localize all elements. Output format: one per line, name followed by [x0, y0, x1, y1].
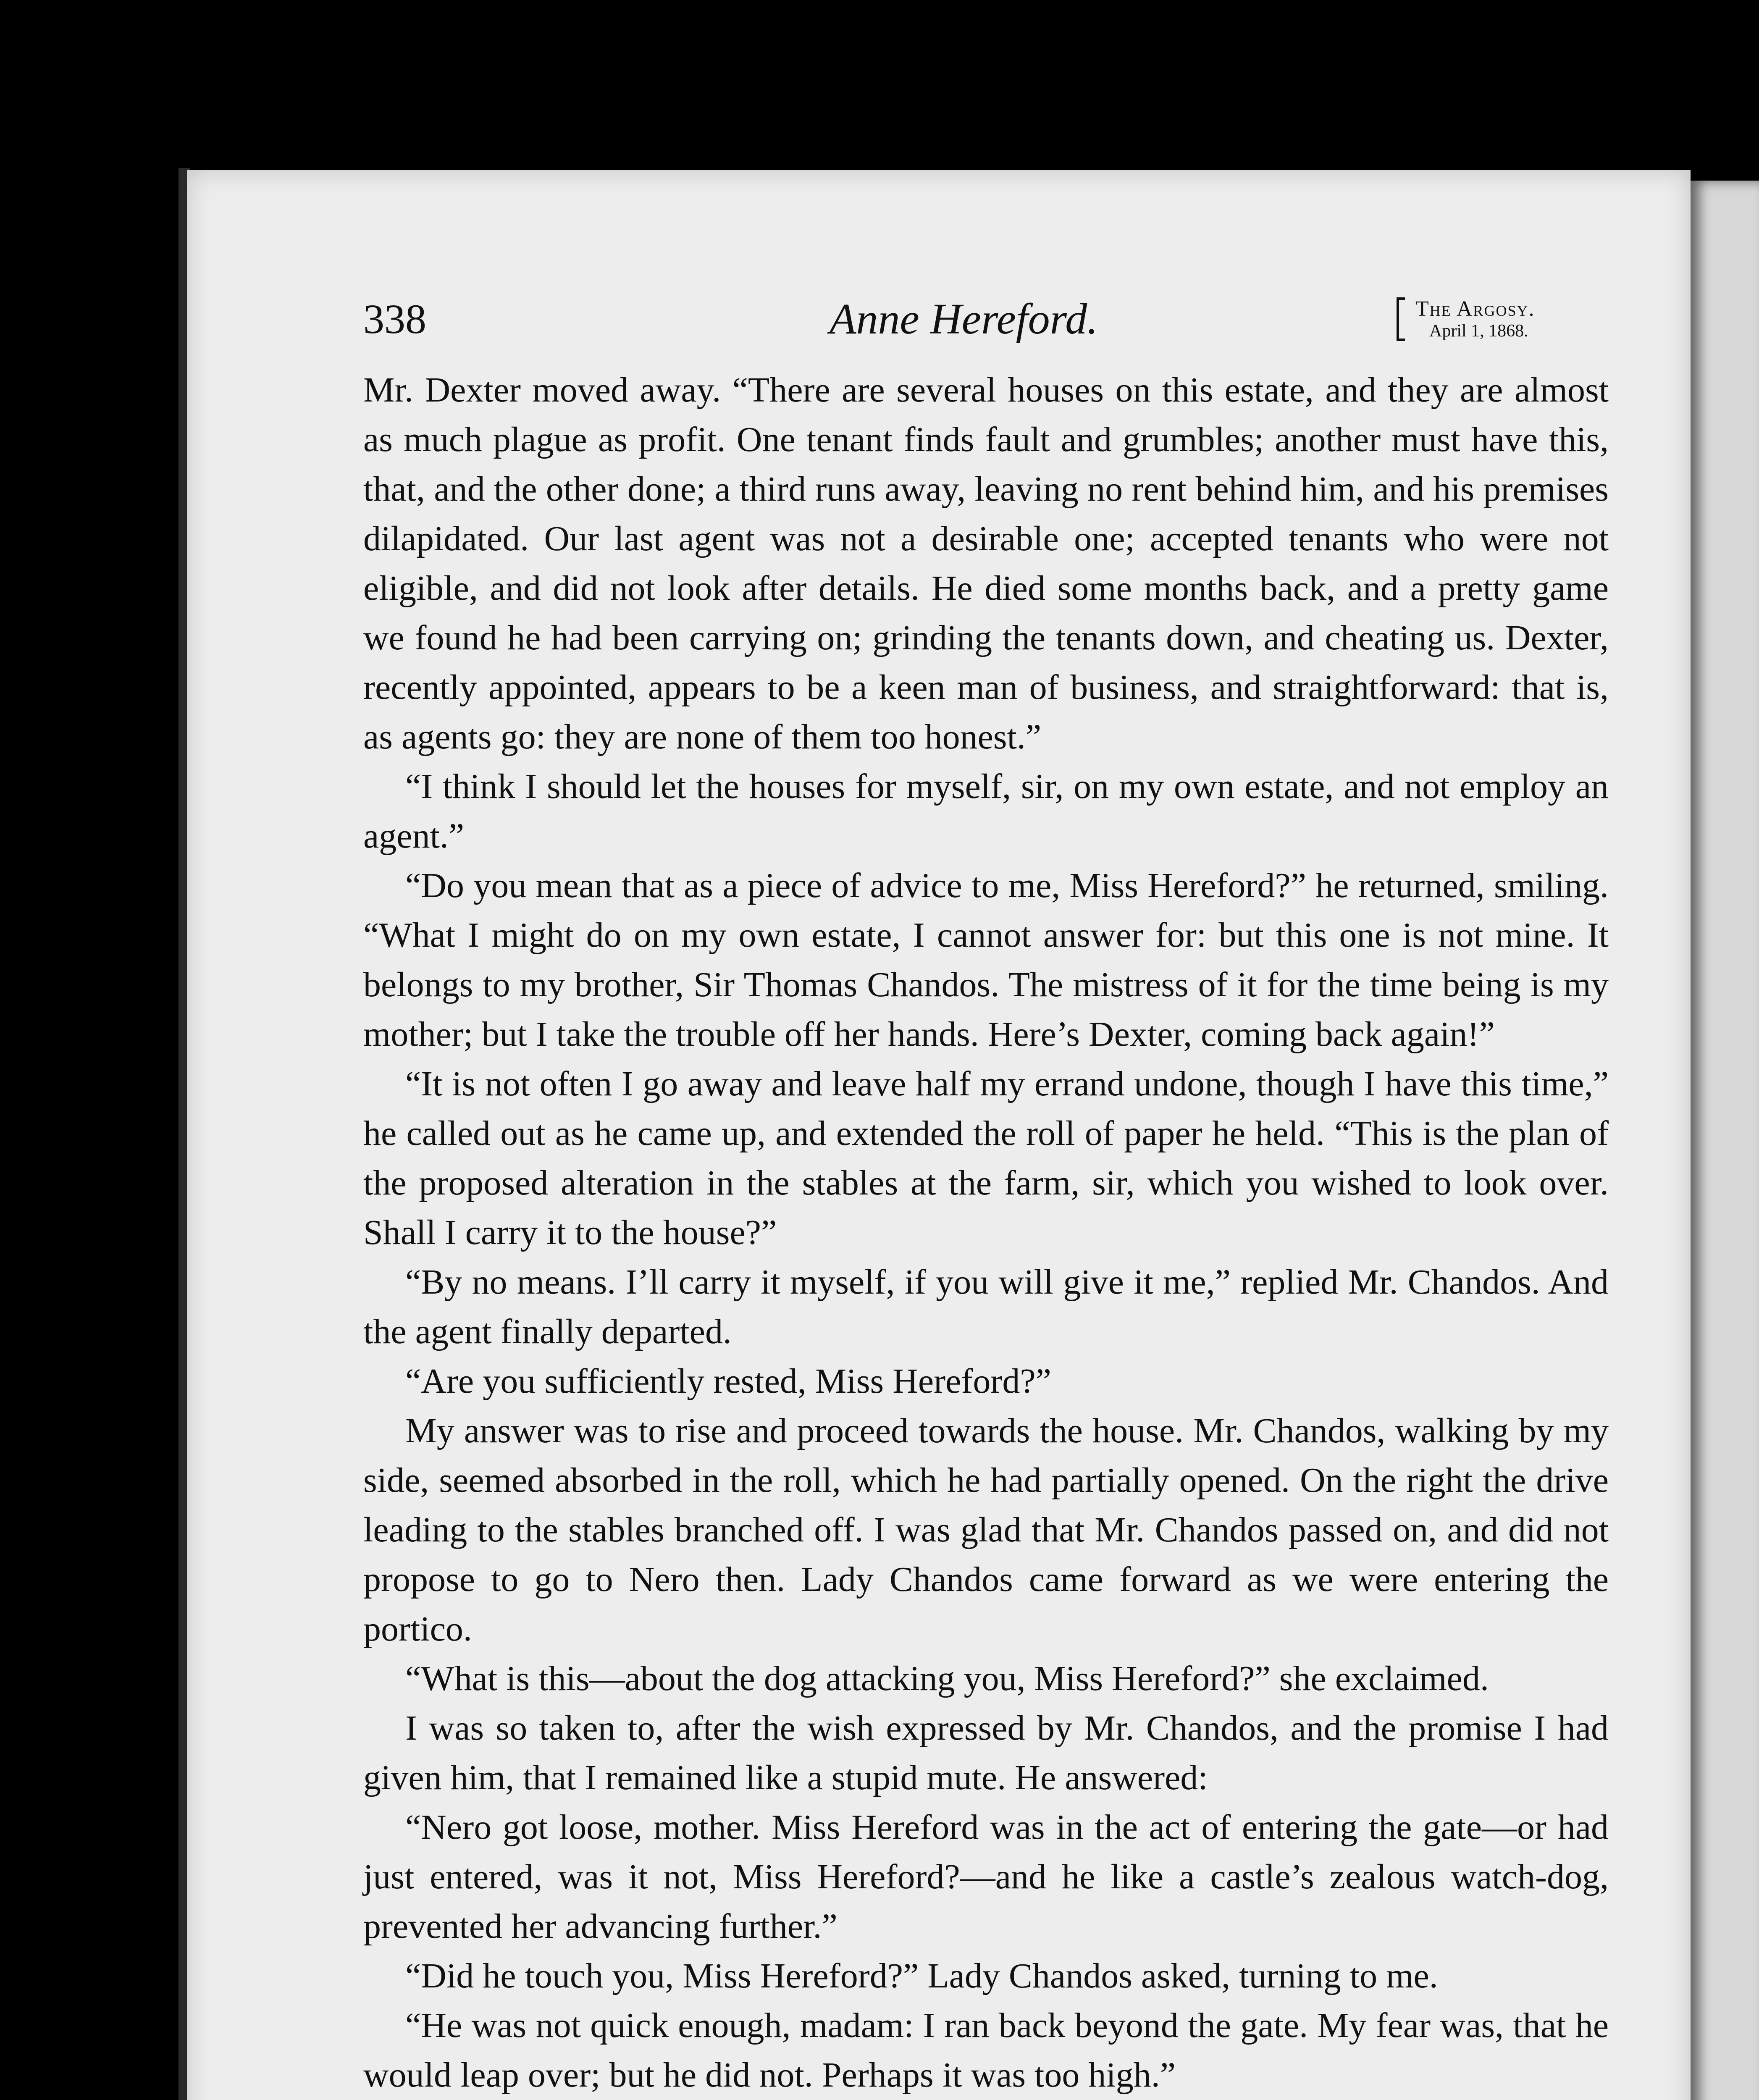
paragraph: My answer was to rise and proceed towards the house. Mr. Chandos, walking by my side, seemed absorbed in the roll, which he had partially opened. On the right the drive leading to the stables branched off. I was glad that Mr. Chandos passed on, and did not propose to go to Nero then. Lady Chandos came forward as we were entering the portico. [363, 1411, 1609, 1648]
journal-date: April 1, 1868. [1429, 321, 1528, 341]
page-number: 338 [363, 296, 426, 342]
page-header [363, 290, 1607, 349]
paragraph: Mr. Dexter moved away. “There are several houses on this estate, and they are almost as much plague as profit. One tenant finds fault and grumbles; another must have this, that, and the other done; a third runs away, leaving no rent behind him, and his premises dilapidated. Our last agent was not a desirable one; accepted tenants who were not eligible, and did not look after details. He died some months back, and a pretty game we found he had been carrying on; grinding the tenants down, and cheating us. Dexter, recently appointed, appears to be a keen man of business, and straightforward: that is, as agents go: they are none of them too honest.” [363, 370, 1609, 756]
body-text [363, 365, 1609, 2100]
paragraph: “Did he touch you, Miss Hereford?” Lady Chandos asked, turning to me. [405, 1956, 1438, 1995]
paragraph: “I think I should let the houses for myself, sir, on my own estate, and not employ an agent.” [363, 767, 1609, 856]
journal-citation [1397, 297, 1607, 344]
paragraph: “Nero got loose, mother. Miss Hereford was in the act of entering the gate—or had just entered, was it not, Miss Hereford?—and he like a castle’s zealous watch-dog, prevented her advancing further.” [363, 1808, 1609, 1946]
running-title: Anne Hereford. [830, 295, 1098, 343]
paragraph: “Do you mean that as a piece of advice to me, Miss Hereford?” he returned, smiling. “What I might do on my own estate, I cannot answer for: but this one is not mine. It belongs to my brother, Sir Thomas Chandos. The mistress of it for the time being is my mother; but I take the trouble off her hands. Here’s Dexter, coming back again!” [363, 866, 1609, 1054]
bracket-glyph [1397, 297, 1405, 341]
paragraph: “He was not quick enough, madam: I ran back beyond the gate. My fear was, that he would leap over; but he did not. Perhaps it was too high.” [363, 2006, 1609, 2095]
journal-name: The Argosy. [1415, 297, 1535, 321]
paragraph: “By no means. I’ll carry it myself, if you will give it me,” replied Mr. Chandos. And the agent finally departed. [363, 1263, 1609, 1351]
next-page-edge [1691, 181, 1759, 2100]
paragraph: “It is not often I go away and leave half my errand undone, though I have this time,” he called out as he came up, and extended the roll of paper he held. “This is the plan of the proposed alteration in the stables at the farm, sir, which you wished to look over. Shall I carry it to the house?” [363, 1064, 1609, 1252]
paragraph: “What is this—about the dog attacking you, Miss Hereford?” she exclaimed. [405, 1659, 1489, 1698]
paragraph: “Are you sufficiently rested, Miss Hereford?” [405, 1362, 1051, 1401]
paragraph: I was so taken to, after the wish expressed by Mr. Chandos, and the promise I had given him, that I remained like a stupid mute. He answered: [363, 1709, 1609, 1797]
